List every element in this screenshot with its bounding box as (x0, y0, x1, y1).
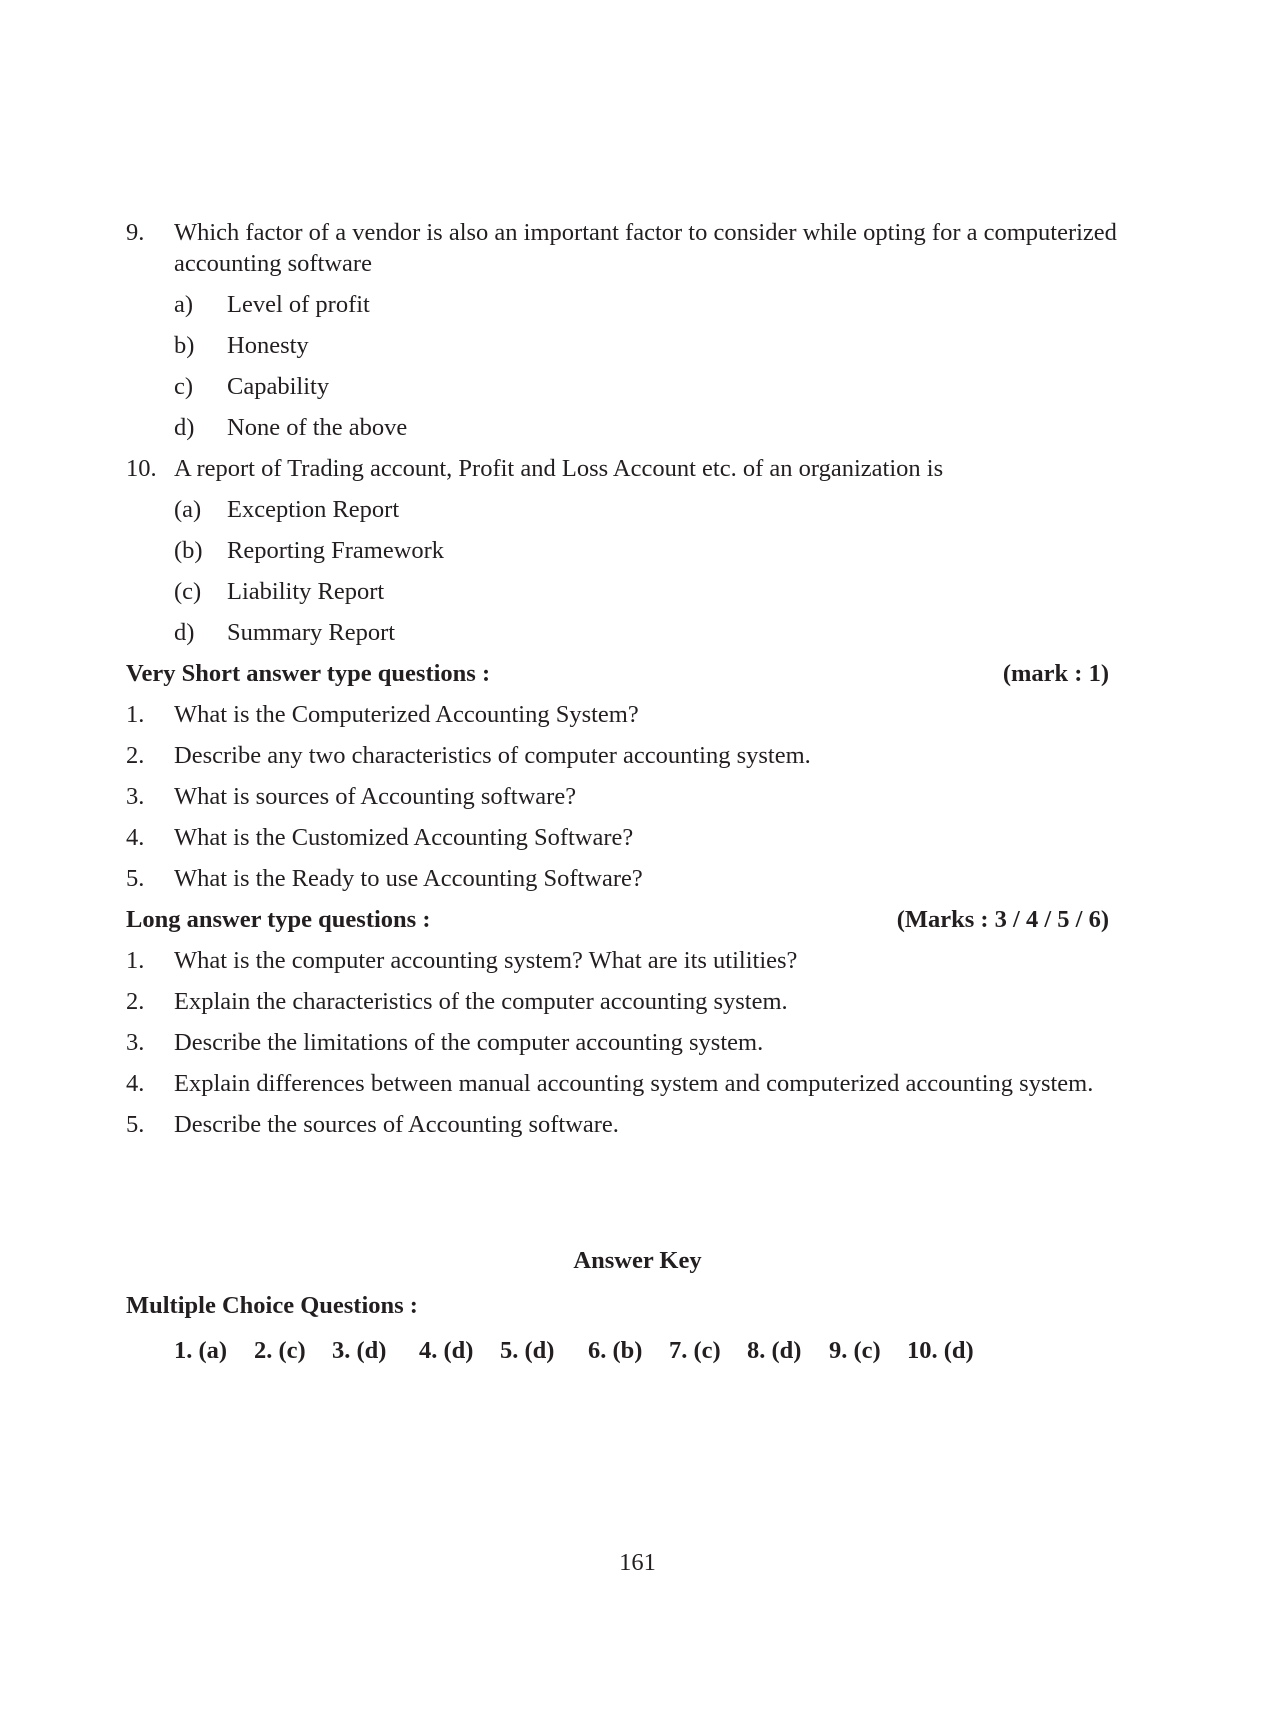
item-number: 2. (126, 742, 145, 769)
question-text: Which factor of a vendor is also an important factor to consider while opting for a computerized (174, 219, 1117, 246)
option-label: d) (174, 414, 195, 441)
option-text: None of the above (227, 414, 408, 441)
option-text: Level of profit (227, 291, 370, 318)
item-number: 5. (126, 865, 145, 892)
item-number: 1. (126, 701, 145, 728)
long-answer-heading: Long answer type questions : (126, 906, 431, 933)
item-text: What is the computer accounting system? What are its utilities? (174, 947, 798, 974)
item-text: Explain the characteristics of the computer accounting system. (174, 988, 788, 1015)
item-number: 2. (126, 988, 145, 1015)
very-short-heading: Very Short answer type questions : (126, 660, 491, 687)
item-number: 4. (126, 1070, 145, 1097)
option-label: b) (174, 332, 195, 359)
answer-item: 1. (a) (174, 1337, 228, 1364)
question-number: 9. (126, 219, 145, 246)
answer-key-subheading: Multiple Choice Questions : (126, 1292, 418, 1319)
answer-item: 9. (c) (829, 1337, 881, 1364)
item-number: 3. (126, 783, 145, 810)
answer-item: 5. (d) (500, 1337, 555, 1364)
item-text: What is sources of Accounting software? (174, 783, 577, 810)
option-text: Reporting Framework (227, 537, 445, 564)
item-text: What is the Computerized Accounting System? (174, 701, 639, 728)
option-label: (c) (174, 578, 202, 605)
item-text: What is the Ready to use Accounting Software? (174, 865, 643, 892)
item-text: What is the Customized Accounting Software? (174, 824, 634, 851)
item-number: 4. (126, 824, 145, 851)
answer-item: 8. (d) (747, 1337, 802, 1364)
option-text: Honesty (227, 332, 309, 359)
page-number: 161 (619, 1549, 656, 1576)
very-short-marks: (mark : 1) (1002, 660, 1109, 687)
question-text: A report of Trading account, Profit and Loss Account etc. of an organization is (174, 455, 944, 482)
item-number: 5. (126, 1111, 145, 1138)
item-number: 1. (126, 947, 145, 974)
option-text: Exception Report (227, 496, 400, 523)
item-text: Describe any two characteristics of computer accounting system. (174, 742, 811, 769)
answer-item: 6. (b) (588, 1337, 643, 1364)
answer-item: 4. (d) (419, 1337, 474, 1364)
item-text: Explain differences between manual accounting system and computerized accounting system. (174, 1070, 1094, 1097)
option-label: c) (174, 373, 194, 400)
answer-item: 3. (d) (332, 1337, 387, 1364)
option-label: d) (174, 619, 195, 646)
option-label: a) (174, 291, 194, 318)
item-number: 3. (126, 1029, 145, 1056)
question-text-continued: accounting software (174, 250, 372, 277)
option-label: (a) (174, 496, 202, 523)
answer-item: 7. (c) (669, 1337, 721, 1364)
option-text: Capability (227, 373, 330, 400)
option-text: Liability Report (227, 578, 385, 605)
option-text: Summary Report (227, 619, 396, 646)
item-text: Describe the limitations of the computer accounting system. (174, 1029, 764, 1056)
item-text: Describe the sources of Accounting software. (174, 1111, 619, 1138)
answer-key-title: Answer Key (573, 1247, 702, 1274)
answer-item: 2. (c) (254, 1337, 306, 1364)
question-number: 10. (126, 455, 157, 482)
answer-item: 10. (d) (907, 1337, 974, 1364)
option-label: (b) (174, 537, 203, 564)
long-answer-marks: (Marks : 3 / 4 / 5 / 6) (896, 906, 1109, 933)
